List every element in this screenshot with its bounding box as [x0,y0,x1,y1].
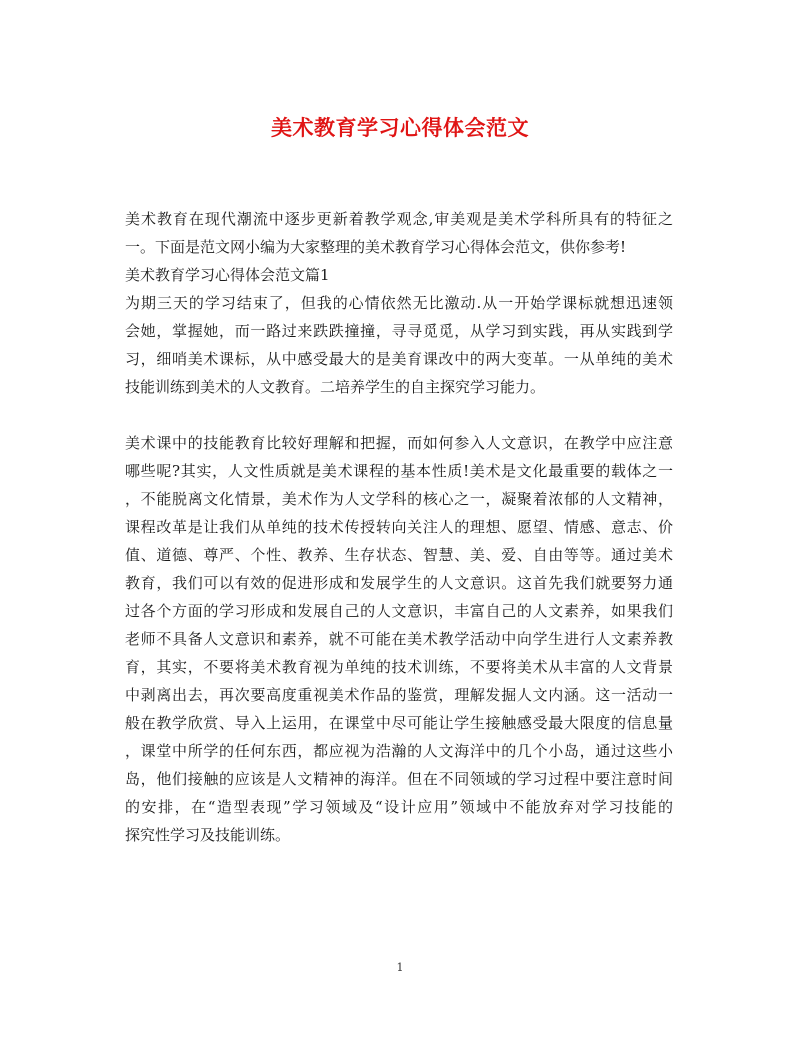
text-line: 教育，我们可以有效的促进形成和发展学生的人文意识。这首先我们就要努力通 [125,574,673,592]
paragraph-2 [125,429,673,849]
text-line: 美术教育在现代潮流中逐步更新着教学观念,审美观是美术学科所具有的特征之 [125,210,673,228]
text-line: 哪些呢?其实，人文性质就是美术课程的基本性质!美术是文化最重要的载体之一 [125,462,673,480]
text-line: 探究性学习及技能训练。 [125,826,291,844]
text-line: 技能训练到美术的人文教育。二培养学生的自主探究学习能力。 [125,378,546,396]
document-title: 美术教育学习心得体会范文 [271,115,529,140]
text-line: 的安排，在“造型表现”学习领域及“设计应用”领域中不能放弃对学习技能的 [125,798,673,816]
section-heading: 美术教育学习心得体会范文篇1 [125,266,330,284]
text-line: 育，其实，不要将美术教育视为单纯的技术训练，不要将美术从丰富的人文背景 [125,658,673,676]
text-line: 美术课中的技能教育比较好理解和把握，而如何参入人文意识，在教学中应注意 [125,434,673,452]
text-line: 课程改革是让我们从单纯的技术传授转向关注人的理想、愿望、情感、意志、价 [125,518,673,536]
text-line: 会她，掌握她，而一路过来跌跌撞撞，寻寻觅觅，从学习到实践，再从实践到学 [125,322,673,340]
text-line: 习，细哨美术课标，从中感受最大的是美育课改中的两大变革。一从单纯的美术 [125,350,673,368]
text-line: ，课堂中所学的任何东西，都应视为浩瀚的人文海洋中的几个小岛，通过这些小 [125,742,673,760]
paragraph-gap [125,401,673,429]
text-line: 过各个方面的学习形成和发展自己的人文意识，丰富自己的人文素养，如果我们 [125,602,673,620]
text-line: 岛，他们接触的应该是人文精神的海洋。但在不同领域的学习过程中要注意时间 [125,770,673,788]
text-line: 中剥离出去，再次要高度重视美术作品的鉴赏，理解发掘人文内涵。这一活动一 [125,686,673,704]
text-line: ，不能脱离文化情景，美术作为人文学科的核心之一，凝聚着浓郁的人文精神， [125,490,673,508]
intro-paragraph [125,205,673,261]
text-line: 一。下面是范文网小编为大家整理的美术教育学习心得体会范文，供你参考! [125,238,627,256]
paragraph-1 [125,289,673,401]
text-line: 般在教学欣赏、导入上运用，在课堂中尽可能让学生接触感受最大限度的信息量 [125,714,673,732]
text-line: 为期三天的学习结束了，但我的心情依然无比激动.从一开始学课标就想迅速领 [125,294,673,312]
text-line: 值、道德、尊严、个性、教养、生存状态、智慧、美、爱、自由等等。通过美术 [125,546,673,564]
text-line: 老师不具备人文意识和素养，就不可能在美术教学活动中向学生进行人文素养教 [125,630,673,648]
document-body [125,205,673,849]
page-number: 1 [396,961,404,974]
